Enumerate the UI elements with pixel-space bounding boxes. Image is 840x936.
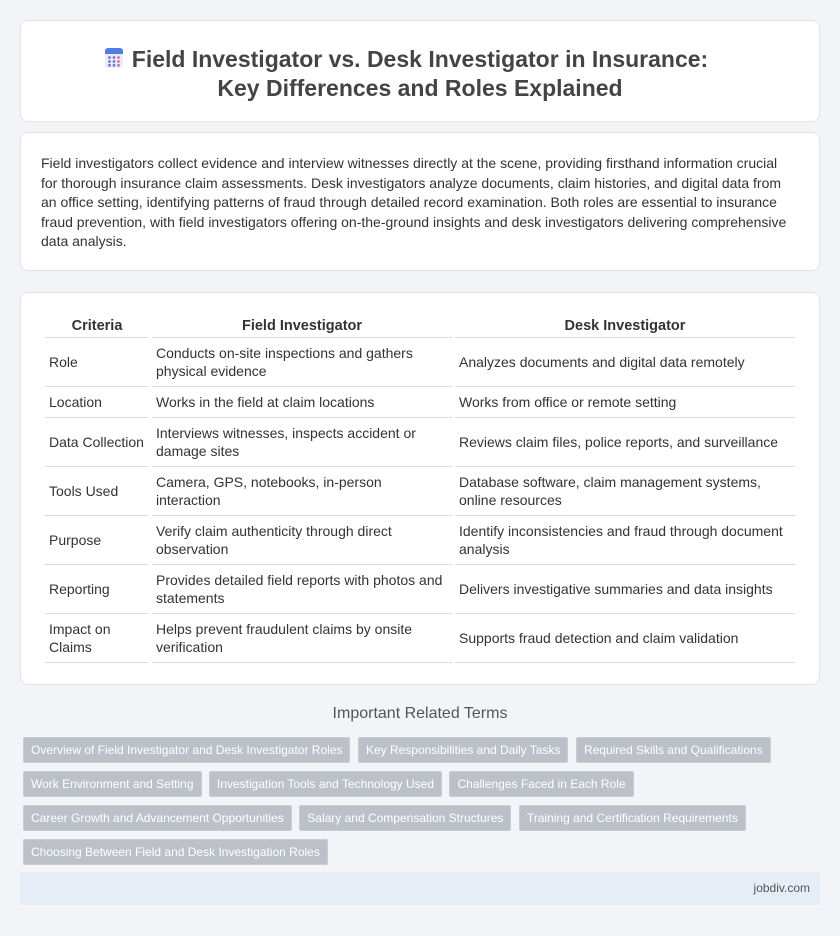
related-term-link[interactable]: Investigation Tools and Technology Used: [209, 771, 442, 797]
header-desk-investigator: Desk Investigator: [455, 314, 795, 338]
related-term-link[interactable]: Challenges Faced in Each Role: [449, 771, 633, 797]
related-term-link[interactable]: Training and Certification Requirements: [519, 805, 746, 831]
desk-cell: Reviews claim files, police reports, and surveillance: [455, 418, 795, 467]
field-cell: Works in the field at claim locations: [152, 387, 452, 418]
related-terms-heading: Important Related Terms: [332, 705, 508, 722]
criteria-cell: Tools Used: [45, 467, 149, 516]
table-row: [45, 565, 795, 614]
desk-cell: Analyzes documents and digital data remotely: [455, 338, 795, 387]
table-row: [45, 516, 795, 565]
field-cell: Camera, GPS, notebooks, in-person interaction: [152, 467, 452, 516]
related-term-link[interactable]: Choosing Between Field and Desk Investigation Roles: [23, 839, 328, 865]
criteria-cell: Purpose: [45, 516, 149, 565]
desk-cell: Supports fraud detection and claim validation: [455, 614, 795, 663]
comparison-card: [20, 292, 820, 685]
related-term-link[interactable]: Key Responsibilities and Daily Tasks: [358, 737, 569, 763]
footer-site-link[interactable]: jobdiv.com: [753, 881, 810, 895]
table-row: [45, 467, 795, 516]
page-title: Field Investigator vs. Desk Investigator in Insurance: Key Differences and Roles Explained: [131, 46, 709, 101]
intro-paragraph: Field investigators collect evidence and interview witnesses directly at the scene, providing firsthand information crucial for thorough insurance claim assessments. Desk investigators analyze documents, claim histories, and digital data from an office setting, identifying patterns of fraud through detailed record examination. Both roles are essential to insurance fraud prevention, with field investigators offering on-the-ground insights and desk investigators delivering comprehensive data analysis.: [41, 155, 787, 250]
desk-cell: Identify inconsistencies and fraud through document analysis: [455, 516, 795, 565]
desk-cell: Works from office or remote setting: [455, 387, 795, 418]
header-criteria: Criteria: [45, 314, 149, 338]
related-term-link[interactable]: Salary and Compensation Structures: [299, 805, 511, 831]
field-cell: Conducts on-site inspections and gathers physical evidence: [152, 338, 452, 387]
criteria-cell: Location: [45, 387, 149, 418]
comparison-table: [42, 314, 798, 663]
field-cell: Helps prevent fraudulent claims by onsite verification: [152, 614, 452, 663]
table-row: [45, 387, 795, 418]
related-terms-list: [23, 737, 803, 873]
header-field-investigator: Field Investigator: [152, 314, 452, 338]
criteria-cell: Data Collection: [45, 418, 149, 467]
table-row: [45, 338, 795, 387]
field-cell: Provides detailed field reports with photos and statements: [152, 565, 452, 614]
criteria-cell: Reporting: [45, 565, 149, 614]
related-term-link[interactable]: Required Skills and Qualifications: [576, 737, 771, 763]
table-row: [45, 418, 795, 467]
intro-card: [20, 132, 820, 271]
criteria-cell: Role: [45, 338, 149, 387]
related-term-link[interactable]: Work Environment and Setting: [23, 771, 202, 797]
desk-cell: Delivers investigative summaries and data insights: [455, 565, 795, 614]
criteria-cell: Impact on Claims: [45, 614, 149, 663]
desk-cell: Database software, claim management systems, online resources: [455, 467, 795, 516]
table-header-row: [45, 314, 795, 338]
field-cell: Verify claim authenticity through direct observation: [152, 516, 452, 565]
related-term-link[interactable]: Overview of Field Investigator and Desk Investigator Roles: [23, 737, 350, 763]
table-row: [45, 614, 795, 663]
related-term-link[interactable]: Career Growth and Advancement Opportunities: [23, 805, 292, 831]
footer: [20, 872, 820, 905]
header-card: [20, 20, 820, 122]
field-cell: Interviews witnesses, inspects accident or damage sites: [152, 418, 452, 467]
